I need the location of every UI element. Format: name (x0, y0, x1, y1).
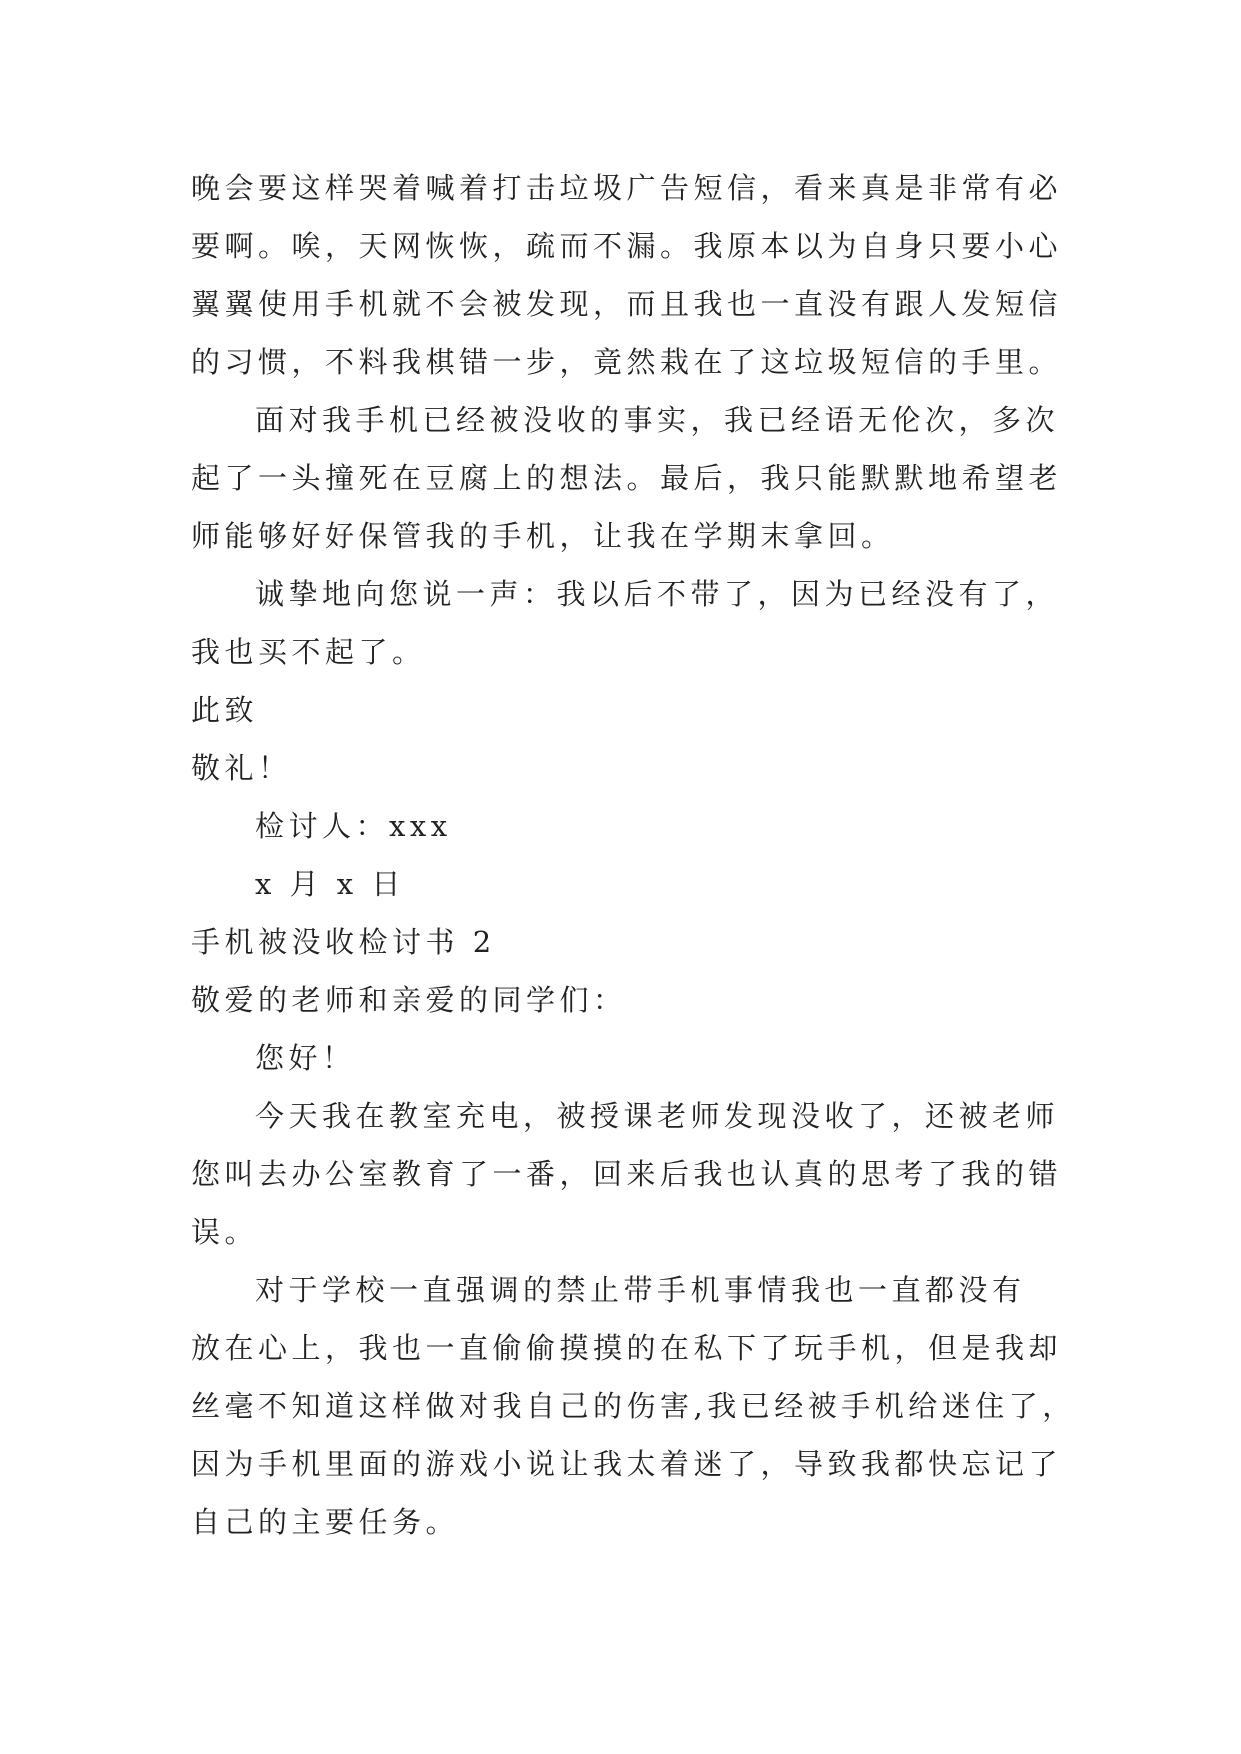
section-title: 手机被没收检讨书 2 (191, 925, 496, 959)
paragraph-start-line: 诚挚地向您说一声：我以后不带了，因为已经没有了， (255, 577, 1060, 611)
text-line: 自己的主要任务。 (191, 1505, 460, 1539)
paragraph-start-line: 面对我手机已经被没收的事实，我已经语无伦次，多次 (255, 403, 1060, 437)
text-line: 因为手机里面的游戏小说让我太着迷了，导致我都快忘记了 (191, 1447, 1063, 1481)
text-line: 晚会要这样哭着喊着打击垃圾广告短信，看来真是非常有必 (191, 171, 1063, 205)
closing-regards: 敬礼！ (191, 751, 292, 785)
text-line: 要啊。唉，天网恢恢，疏而不漏。我原本以为自身只要小心 (191, 229, 1063, 263)
text-line: 翼翼使用手机就不会被发现，而且我也一直没有跟人发短信 (191, 287, 1063, 321)
greeting-hello: 您好！ (255, 1041, 356, 1075)
text-line: 我也买不起了。 (191, 635, 426, 669)
paragraph-start-line: 对于学校一直强调的禁止带手机事情我也一直都没有 (255, 1273, 1026, 1307)
text-line: 您叫去办公室教育了一番，回来后我也认真的思考了我的错 (191, 1157, 1063, 1191)
signature-line: 检讨人：xxx (255, 809, 452, 843)
text-line: 师能够好好保管我的手机，让我在学期末拿回。 (191, 519, 895, 553)
paragraph-start-line: 今天我在教室充电，被授课老师发现没收了，还被老师 (255, 1099, 1060, 1133)
greeting-line: 敬爱的老师和亲爱的同学们： (191, 983, 627, 1017)
text-line: 丝毫不知道这样做对我自己的伤害,我已经被手机给迷住了， (191, 1389, 1076, 1423)
closing-salutation: 此致 (191, 693, 259, 727)
text-line: 误。 (191, 1215, 259, 1249)
date-line: x 月 x 日 (255, 867, 405, 901)
text-line: 放在心上，我也一直偷偷摸摸的在私下了玩手机，但是我却 (191, 1331, 1063, 1365)
text-line: 的习惯，不料我棋错一步，竟然栽在了这垃圾短信的手里。 (191, 345, 1063, 379)
text-line: 起了一头撞死在豆腐上的想法。最后，我只能默默地希望老 (191, 461, 1063, 495)
